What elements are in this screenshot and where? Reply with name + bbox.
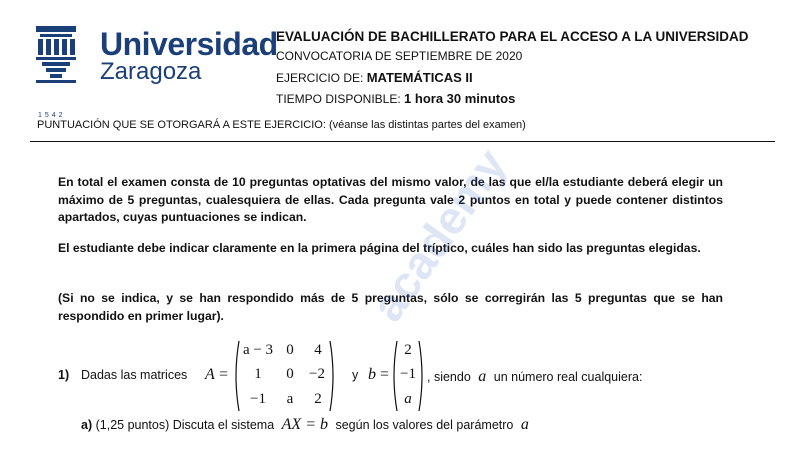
matrix-a-cell: a − 3 bbox=[242, 342, 274, 358]
question-intro: Dadas las matrices bbox=[81, 368, 188, 382]
part-a-text: (1,25 puntos) Discuta el sistema bbox=[95, 418, 275, 432]
matrix-a bbox=[232, 340, 337, 412]
logo-university-name: Universidad bbox=[100, 26, 278, 62]
question-number: 1) bbox=[58, 368, 70, 382]
instruction-paragraph: En total el examen consta de 10 preguntas optativas del mismo valor, de las que el/la estudiante deberá elegir un máximo de 5 preguntas, cualesquiera de ellas. Cada pregunta vale 2 puntos en total y puede contener distintos apartados, cuyas puntuaciones se indican. bbox=[58, 175, 723, 224]
university-emblem-icon bbox=[34, 26, 78, 86]
equals-sign: = bbox=[380, 366, 390, 383]
instruction-paragraph: (Si no se indica, y se han respondido más de 5 preguntas, sólo se corregirán las 5 preguntas que se han respondido en primer lugar). bbox=[58, 291, 723, 323]
exam-convocatoria: CONVOCATORIA DE SEPTIEMBRE DE 2020 bbox=[276, 49, 523, 63]
part-a-param: a bbox=[520, 416, 529, 433]
matrix-a-cell: 2 bbox=[314, 391, 322, 407]
matrix-a-cell: 0 bbox=[286, 342, 294, 358]
part-a-label: a) bbox=[81, 418, 93, 432]
university-logo bbox=[34, 26, 278, 119]
exam-time bbox=[276, 91, 515, 106]
exam-time-label: TIEMPO DISPONIBLE: bbox=[276, 92, 401, 106]
vector-b-cell: 2 bbox=[404, 342, 412, 358]
exam-title: EVALUACIÓN DE BACHILLERATO PARA EL ACCESO A LA UNIVERSIDAD bbox=[276, 29, 749, 44]
part-a-tail: según los valores del parámetro bbox=[335, 418, 514, 432]
part-a-equation: AX = b bbox=[281, 416, 328, 433]
exam-subject bbox=[276, 70, 473, 85]
vector-b-cell: −1 bbox=[400, 366, 416, 382]
instruction-paragraph: El estudiante debe indicar claramente en la primera página del tríptico, cuáles han sido las preguntas elegidas. bbox=[58, 241, 701, 255]
question-tail-var: a bbox=[478, 368, 487, 385]
logo-city-name: Zaragoza bbox=[100, 58, 202, 85]
exam-time-value: 1 hora 30 minutos bbox=[404, 91, 516, 106]
matrix-a-cell: 4 bbox=[314, 342, 322, 358]
equals-sign: = bbox=[219, 366, 229, 383]
score-line: PUNTUACIÓN QUE SE OTORGARÁ A ESTE EJERCICIO: (véanse las distintas partes del examen) bbox=[37, 119, 526, 131]
logo-year: 1542 bbox=[38, 112, 66, 119]
header-divider bbox=[30, 141, 775, 142]
matrix-a-name: A bbox=[205, 366, 215, 383]
exam-subject-label: EJERCICIO DE: bbox=[276, 71, 364, 85]
question-tail-text: , siendo bbox=[427, 370, 471, 384]
matrix-a-cell: −1 bbox=[250, 391, 266, 407]
matrix-a-cell: 1 bbox=[254, 366, 262, 382]
question-tail bbox=[427, 368, 642, 386]
matrix-a-cell: 0 bbox=[286, 366, 294, 382]
vector-b-name: b bbox=[368, 366, 376, 383]
matrix-a-cell: a bbox=[286, 391, 294, 407]
watermark: academy bbox=[360, 139, 517, 331]
vector-b bbox=[390, 340, 426, 412]
question-tail-text: un número real cualquiera: bbox=[493, 370, 643, 384]
matrix-a-cell: −2 bbox=[309, 366, 325, 382]
vector-b-cell: a bbox=[404, 391, 412, 407]
exam-subject-value: MATEMÁTICAS II bbox=[366, 70, 473, 85]
question-part-a bbox=[81, 416, 533, 434]
connector-text: y bbox=[352, 368, 359, 382]
